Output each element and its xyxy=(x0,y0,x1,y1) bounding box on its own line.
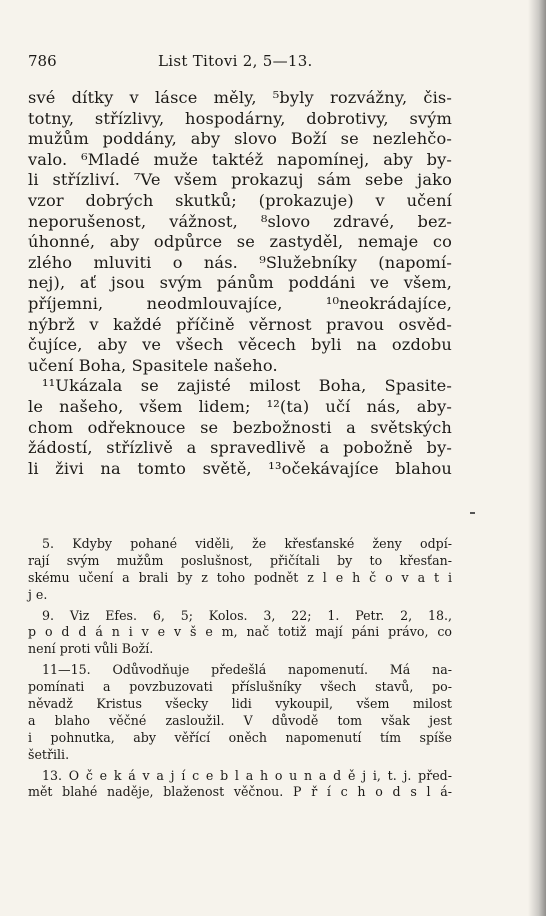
text-line: úhonné, aby odpůrce se zastyděl, nemaje co xyxy=(28,232,452,252)
note-line: 9. Viz Efes. 6, 5; Kolos. 3, 22; 1. Petr. 2, 18., xyxy=(42,607,452,623)
note-line: a blaho věčné zasloužil. V důvodě tom však jest xyxy=(28,712,452,728)
note-line: 13. O č e k á v a j í c e b l a h o u n a d ě j i, t. j. před- xyxy=(42,767,452,783)
note-line: i pohnutka, aby věřící oněch napomenutí tím spíše xyxy=(28,729,452,745)
text-line: čujíce, aby ve všech věcech byli na ozdobu xyxy=(28,335,452,355)
text-line: učení Boha, Spasitele našeho. xyxy=(28,355,278,375)
main-text xyxy=(28,88,452,479)
note-line: rají svým mužům poslušnost, přičítali by to křesťan- xyxy=(28,552,452,568)
note-line: p o d d á n i v e v š e m, nač totiž mají páni právo, co xyxy=(28,624,452,640)
text-line: ¹¹Ukázala se zajisté milost Boha, Spasite- xyxy=(42,376,452,396)
note-line: šetřili. xyxy=(28,746,70,762)
note-line: není proti vůli Boží. xyxy=(28,641,154,657)
note-line: j e. xyxy=(28,586,48,602)
text-line: zlého mluviti o nás. ⁹Služebníky (napomí- xyxy=(28,252,452,272)
page-number: 786 xyxy=(28,52,57,70)
note-line: skému učení a brali by z toho podnět z l e h č o v a t i xyxy=(28,569,452,585)
page-header xyxy=(28,52,448,74)
note-line: 5. Kdyby pohané viděli, že křesťanské ženy odpí- xyxy=(42,536,452,551)
text-line: chom odřeknouce se bezbožnosti a světských xyxy=(28,417,452,437)
margin-mark xyxy=(470,512,475,514)
text-line: li střízliví. ⁷Ve všem prokazuj sám sebe jako xyxy=(28,170,452,190)
text-line: příjemni, neodmlouvajíce, ¹⁰neokrádajíce, xyxy=(28,293,452,313)
text-line: nej), ať jsou svým pánům poddáni ve všem, xyxy=(28,273,452,293)
text-line: vzor dobrých skutků; (prokazuje) v učení xyxy=(28,190,452,210)
text-line: žádostí, střízlivě a spravedlivě a pobožně by- xyxy=(28,438,452,458)
text-line: li živi na tomto světě, ¹³očekávajíce blahou xyxy=(28,458,452,478)
page-edge-shadow xyxy=(528,0,546,916)
note-line: 11—15. Odůvodňuje předešlá napomenutí. Má na- xyxy=(42,662,452,678)
running-title: List Titovi 2, 5—13. xyxy=(158,52,313,70)
note-line: něvadž Kristus všecky lidi vykoupil, všem milost xyxy=(28,696,452,712)
text-line: totny, střízlivy, hospodárny, dobrotivy, svým xyxy=(28,108,452,128)
note-line: mět blahé naděje, blaženost věčnou. P ř í c h o d s l á- xyxy=(28,784,452,800)
text-line: své dítky v lásce měly, ⁵byly rozvážny, čis- xyxy=(28,88,452,107)
text-line: neporušenost, vážnost, ⁸slovo zdravé, bez- xyxy=(28,211,452,231)
commentary-notes xyxy=(28,536,452,801)
text-line: nýbrž v každé příčině věrnost pravou osvěd- xyxy=(28,314,452,334)
text-line: le našeho, všem lidem; ¹²(ta) učí nás, aby- xyxy=(28,396,452,416)
text-line: valo. ⁶Mladé muže taktéž napomínej, aby by- xyxy=(28,149,452,169)
text-line: mužům poddány, aby slovo Boží se nezlehčo- xyxy=(28,129,452,149)
note-line: pomínati a povzbuzovati příslušníky všech stavů, po- xyxy=(28,679,452,695)
